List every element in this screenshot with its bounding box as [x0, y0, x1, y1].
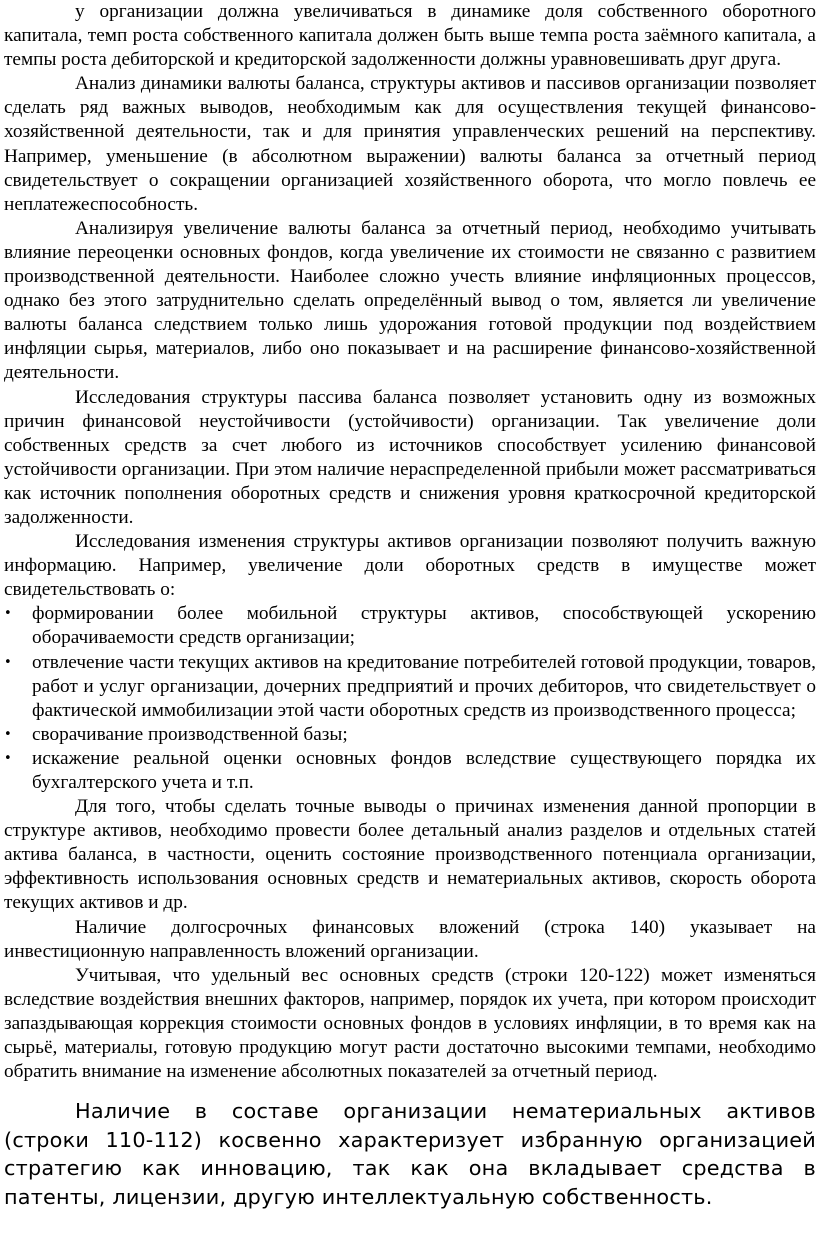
- paragraph-liabilities-structure: Исследования структуры пассива баланса позволяет установить одну из возможных причин финансовой неустойчивости (устойчивости) организации. Так увеличение доли собственных средств за счет любого из источников способствует усилению финансовой устойчивости организации. При этом наличие нераспределенной прибыли может рассматриваться как источник пополнения оборотных средств и снижения уровня краткосрочной кредиторской задолженности.: [4, 386, 816, 528]
- paragraph-assets-structure: Исследования изменения структуры активов организации позволяют получить важную информацию. Например, увеличение доли оборотных средств в имуществе может свидетельствовать о:: [4, 531, 816, 601]
- document-body: [4, 0, 816, 1084]
- bullet-list: [4, 602, 816, 795]
- list-item: • отвлечение части текущих активов на кредитование потребителей готовой продукции, товаров, работ и услуг организации, дочерних предприятий и прочих дебиторов, что свидетельствует о фактической иммобилизации этой части оборотных средств из производственного процесса;: [32, 651, 816, 723]
- list-item: • искажение реальной оценки основных фондов вследствие существующего порядка их бухгалтерского учета и т.п.: [32, 747, 816, 795]
- list-item: • сворачивание производственной базы;: [32, 723, 816, 747]
- paragraph-continued: у организации должна увеличиваться в динамике доля собственного оборотного капитала, темп роста собственного капитала должен быть выше темпа роста заёмного капитала, а темпы роста дебиторской и кредиторской задолженности должны уравновешивать друг друга.: [4, 1, 816, 71]
- paragraph-detailed-analysis: Для того, чтобы сделать точные выводы о причинах изменения данной пропорции в структуре активов, необходимо провести более детальный анализ разделов и отдельных статей актива баланса, в частности, оценить состояние производственного потенциала организации, эффективность использования основных средств и нематериальных активов, скорость оборота текущих активов и др.: [4, 796, 816, 914]
- list-item: • формировании более мобильной структуры активов, способствующей ускорению оборачиваемости средств организации;: [32, 602, 816, 650]
- paragraph-balance-dynamics: Анализ динамики валюты баланса, структуры активов и пассивов организации позволяет сделать ряд важных выводов, необходимым как для осуществления текущей финансово-хозяйственной деятельности, так и для принятия управленческих решений на перспективу. Например, уменьшение (в абсолютном выражении) валюты баланса за отчетный период свидетельствует о сокращении организацией хозяйственного оборота, что могло повлечь ее неплатежеспособность.: [4, 73, 816, 215]
- paragraph-intangible-assets: Наличие в составе организации нематериальных активов (строки 110-112) косвенно характеризует избранную организацией стратегию как инновацию, так как она вкладывает средства в патенты, лицензии, другую интеллектуальную собственность.: [4, 1099, 816, 1209]
- paragraph-long-term-investments: Наличие долгосрочных финансовых вложений (строка 140) указывает на инвестиционную направленность вложений организации.: [4, 916, 816, 962]
- paragraph-balance-increase: Анализируя увеличение валюты баланса за отчетный период, необходимо учитывать влияние переоценки основных фондов, когда увеличение их стоимости не связанно с развитием производственной деятельности. Наиболее сложно учесть влияние инфляционных процессов, однако без этого затруднительно сделать определённый вывод о том, является ли увеличение валюты баланса следствием только лишь удорожания готовой продукции под воздействием инфляции сырья, материалов, либо оно показывает и на расширение финансово-хозяйственной деятельности.: [4, 217, 816, 384]
- paragraph-fixed-assets: Учитывая, что удельный вес основных средств (строки 120-122) может изменяться вследствие воздействия внешних факторов, например, порядок их учета, при котором происходит запаздывающая коррекция стоимости основных фондов в условиях инфляции, в то время как на сырьё, материалы, готовую продукцию могут расти достаточно высокими темпами, необходимо обратить внимание на изменение абсолютных показателей за отчетный период.: [4, 964, 816, 1083]
